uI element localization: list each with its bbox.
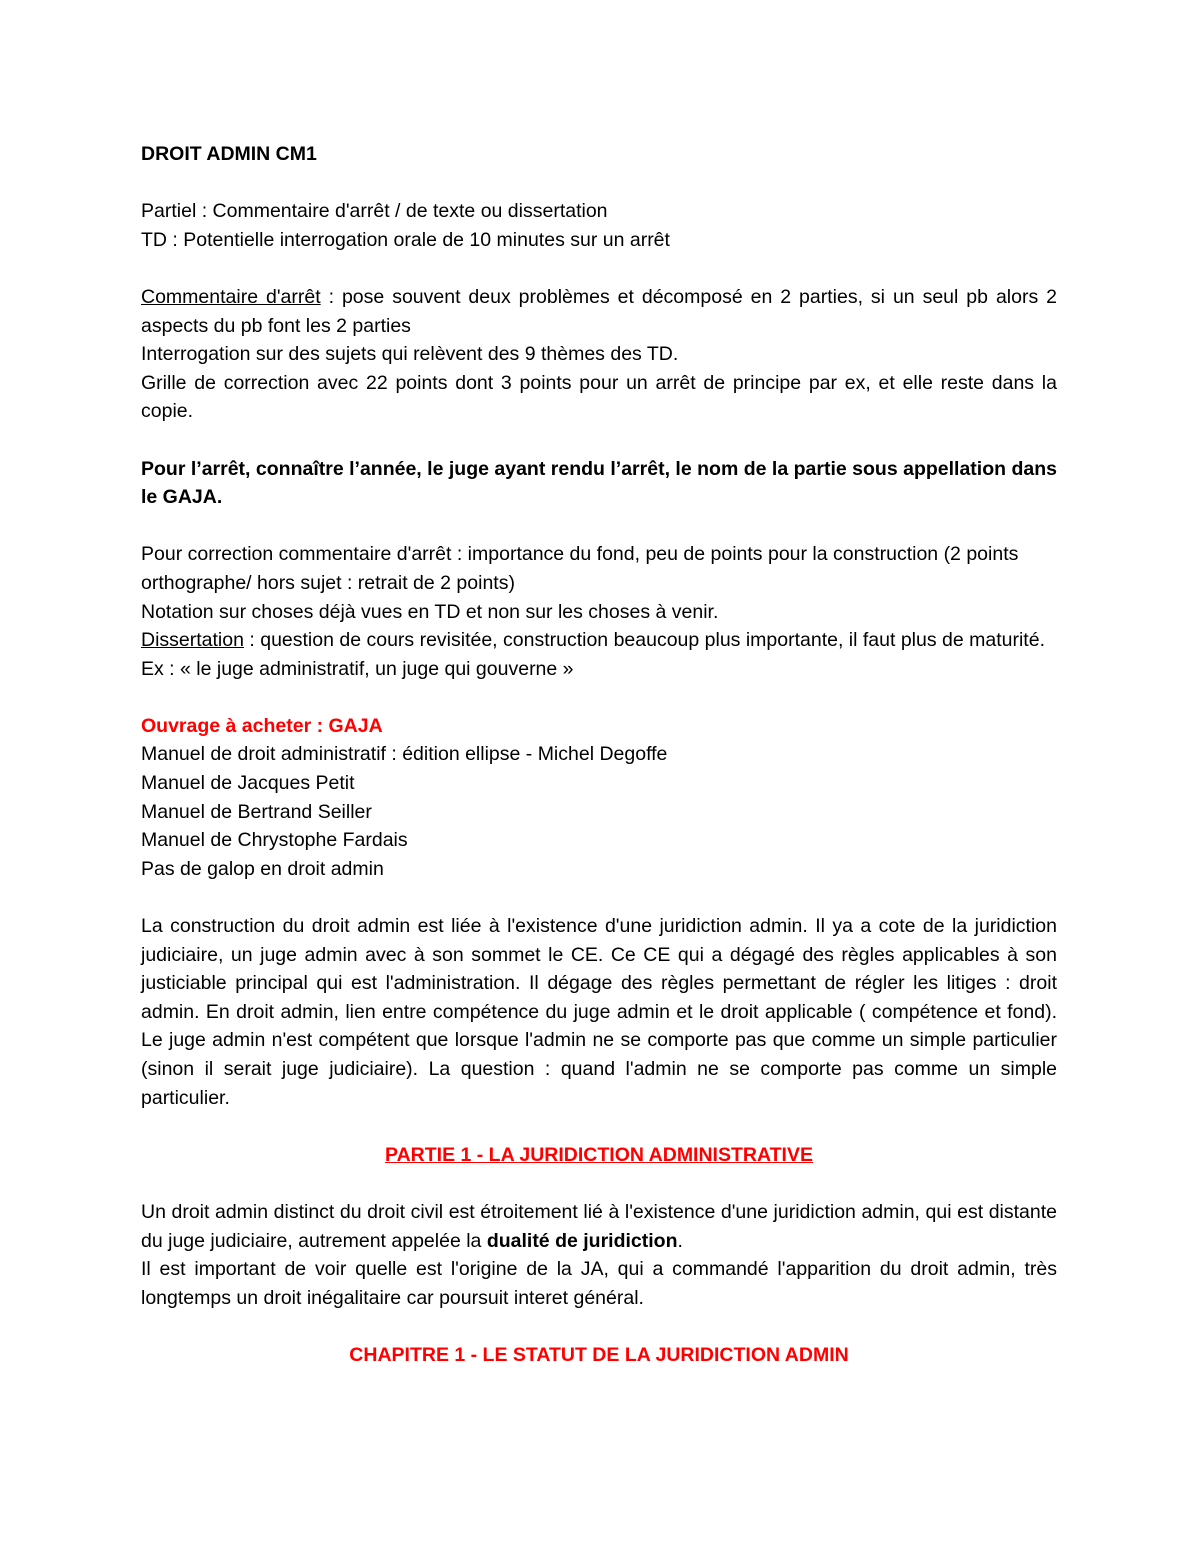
spacer xyxy=(141,254,1057,283)
spacer xyxy=(141,1169,1057,1198)
commentaire-paragraph xyxy=(141,283,1057,340)
spacer xyxy=(141,512,1057,541)
grille-line: Grille de correction avec 22 points dont 3 points pour un arrêt de principe par ex, et elle reste dans la copie. xyxy=(141,371,1057,423)
spacer xyxy=(141,1112,1057,1141)
part-1-paragraph-2: Il est important de voir quelle est l'origine de la JA, qui a commandé l'apparition du droit admin, très longtemps un droit inégalitaire car poursuit interet général. xyxy=(141,1258,1057,1309)
chapter-1-heading: CHAPITRE 1 - LE STATUT DE LA JURIDICTION ADMIN xyxy=(349,1343,849,1366)
spacer xyxy=(141,683,1057,712)
notation-line: Notation sur choses déjà vues en TD et non sur les choses à venir. xyxy=(141,600,719,623)
book-item: Manuel de droit administratif : édition ellipse - Michel Degoffe xyxy=(141,743,668,766)
document-title: DROIT ADMIN CM1 xyxy=(141,143,317,165)
spacer xyxy=(141,1312,1057,1341)
book-item: Pas de galop en droit admin xyxy=(141,857,384,880)
spacer xyxy=(141,426,1057,455)
part-1-paragraph-end: . xyxy=(677,1229,683,1252)
dissertation-paragraph xyxy=(141,626,1057,683)
interrogation-line: Interrogation sur des sujets qui relèvent des 9 thèmes des TD. xyxy=(141,343,679,366)
bold-note: Pour l’arrêt, connaître l’année, le juge ayant rendu l’arrêt, le nom de la partie sous appellation dans le GAJA. xyxy=(141,457,1057,509)
part-1-heading: PARTIE 1 - LA JURIDICTION ADMINISTRATIVE xyxy=(385,1143,813,1166)
exam-info-td: TD : Potentielle interrogation orale de 10 minutes sur un arrêt xyxy=(141,228,670,251)
exam-info-partiel: Partiel : Commentaire d'arrêt / de texte ou dissertation xyxy=(141,200,608,223)
intro-paragraph: La construction du droit admin est liée à l'existence d'une juridiction admin. Il ya a cote de la juridiction judiciaire, un juge admin avec à son sommet le CE. Ce CE qui a dégagé des règles applicables à son justiciable principal qui est l'administration. Il dégage des règles permettant de régler les litiges : droit admin. En droit admin, lien entre compétence du juge admin et le droit applicable ( compétence et fond). Le juge admin n'est compétent que lorsque l'admin ne se comporte pas que comme un simple particulier (sinon il serait juge judiciaire). La question : quand l'admin ne se comporte pas comme un simple particulier. xyxy=(141,915,1057,1109)
correction-line: Pour correction commentaire d'arrêt : importance du fond, peu de points pour la construction (2 points orthographe/ hors sujet : retrait de 2 points) xyxy=(141,543,1019,594)
dualite-term: dualité de juridiction xyxy=(486,1229,678,1252)
books-heading: Ouvrage à acheter : GAJA xyxy=(141,714,383,737)
commentaire-text: : pose souvent deux problèmes et décomposé en 2 parties, si un seul pb alors 2 aspects du pb font les 2 parties xyxy=(141,285,1057,337)
spacer xyxy=(141,169,1057,198)
part-1-paragraph xyxy=(141,1198,1057,1255)
book-item: Manuel de Jacques Petit xyxy=(141,772,355,795)
spacer xyxy=(141,883,1057,912)
document-page xyxy=(141,140,1057,1370)
dissertation-text: : question de cours revisitée, construction beaucoup plus importante, il faut plus de maturité. Ex : « le juge administratif, un juge qui gouverne » xyxy=(141,629,1045,680)
commentaire-label: Commentaire d'arrêt xyxy=(141,285,321,308)
book-item: Manuel de Bertrand Seiller xyxy=(141,800,372,823)
part-1-paragraph-text: Un droit admin distinct du droit civil est étroitement lié à l'existence d'une juridiction admin, qui est distante du juge judiciaire, autrement appelée la xyxy=(141,1200,1057,1252)
book-item: Manuel de Chrystophe Fardais xyxy=(141,829,408,852)
dissertation-label: Dissertation xyxy=(141,629,244,652)
